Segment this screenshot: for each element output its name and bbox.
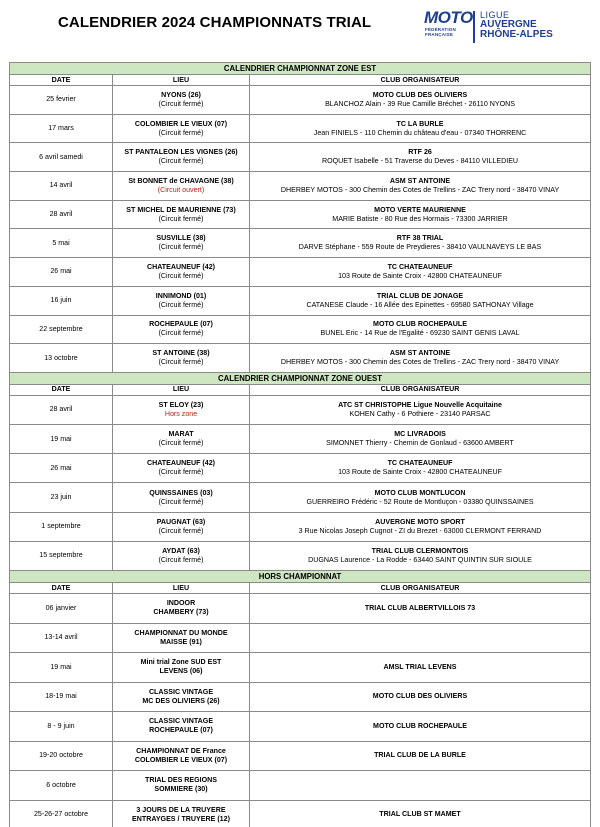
club-contact: DARVE Stéphane - 559 Route de Preydieres - 38410 VAULNAVEYS LE BAS [298,243,542,252]
logo-region-line1: AUVERGNE [480,19,537,30]
column-header-lieu: LIEU [113,75,250,86]
club-name: TRIAL CLUB DE LA BURLE [374,751,466,760]
club-name: MOTO CLUB DES OLIVIERS [372,692,468,701]
club-name: ASM ST ANTOINE [389,176,451,185]
lieu-note: ROCHEPAULE (07) [149,726,213,735]
event-lieu [113,653,250,683]
lieu-note: LEVENS (06) [159,667,203,676]
event-club [250,800,591,827]
event-row [10,143,591,172]
lieu-name: Mini trial Zone SUD EST [140,658,222,667]
event-club [250,682,591,712]
lieu-name: CHAMPIONNAT DU MONDE [134,628,228,637]
event-row [10,454,591,483]
event-lieu [113,541,250,570]
club-contact: 103 Route de Sainte Croix - 42800 CHATEAUNEUF [338,271,502,280]
section-header-hors [10,571,591,583]
event-club [250,771,591,801]
lieu-name: CHATEAUNEUF (42) [146,262,216,271]
lieu-note: (Circuit fermé) [158,99,204,108]
column-header-lieu: LIEU [113,583,250,594]
lieu-note: (Circuit fermé) [158,157,204,166]
event-lieu [113,682,250,712]
lieu-note: (Circuit fermé) [158,439,204,448]
lieu-name: ST PANTALEON LES VIGNES (26) [124,148,238,157]
lieu-name: COLOMBIER LE VIEUX (07) [134,119,228,128]
event-lieu [113,258,250,287]
ffm-ligue-logo [424,8,574,48]
event-date: 25 fevrier [10,86,113,115]
event-date: 25-26-27 octobre [10,800,113,827]
event-row [10,86,591,115]
lieu-note: (Circuit ouvert) [157,185,205,194]
event-date: 6 octobre [10,771,113,801]
event-club [250,258,591,287]
lieu-name: AYDAT (63) [162,546,200,555]
event-lieu [113,114,250,143]
event-club [250,541,591,570]
lieu-note: (Circuit fermé) [158,358,204,367]
event-date: 6 avril samedi [10,143,113,172]
event-club [250,143,591,172]
event-date: 22 septembre [10,315,113,344]
column-header-club: CLUB ORGANISATEUR [250,75,591,86]
club-name: TRIAL CLUB ALBERTVILLOIS 73 [364,603,476,612]
lieu-note: (Circuit fermé) [158,468,204,477]
lieu-name: SUSVILLE (38) [156,234,206,243]
event-lieu [113,229,250,258]
column-header-row [10,583,591,594]
club-contact: BLANCHOZ Alain - 39 Rue Camille Bréchet - 26110 NYONS [325,99,515,108]
event-club [250,229,591,258]
event-row [10,594,591,624]
event-row [10,114,591,143]
club-name: TC CHATEAUNEUF [387,262,453,271]
event-lieu [113,200,250,229]
club-contact: BUNEL Eric - 14 Rue de l'Egalité - 69230 SAINT GENIS LAVAL [320,329,520,338]
lieu-note: (Circuit fermé) [158,300,204,309]
section-title: CALENDRIER CHAMPIONNAT ZONE OUEST [10,372,591,384]
event-row [10,200,591,229]
event-club [250,512,591,541]
event-row [10,395,591,424]
event-club [250,741,591,771]
logo-divider [473,11,475,43]
event-club [250,200,591,229]
section-title: HORS CHAMPIONNAT [10,571,591,583]
club-name: RTF 38 TRIAL [396,234,444,243]
event-row [10,771,591,801]
event-club [250,483,591,512]
event-lieu [113,512,250,541]
event-row [10,425,591,454]
event-lieu [113,395,250,424]
club-name: ATC ST CHRISTOPHE Ligue Nouvelle Acquitaine [338,400,502,409]
club-name: AMSL TRIAL LEVENS [383,662,457,671]
lieu-note: MC DES OLIVIERS (26) [142,696,220,705]
event-lieu [113,712,250,742]
event-club [250,594,591,624]
club-name: MOTO VERTE MAURIENNE [374,205,466,214]
event-date: 19 mai [10,425,113,454]
lieu-note: SOMMIERE (30) [154,785,208,794]
club-name: MOTO CLUB ROCHEPAULE [373,721,467,730]
logo-region-text [480,20,580,40]
lieu-note: (Circuit fermé) [158,526,204,535]
club-name: AUVERGNE MOTO SPORT [375,517,465,526]
event-row [10,229,591,258]
event-date: 13-14 avril [10,623,113,653]
lieu-note: (Circuit fermé) [158,214,204,223]
event-lieu [113,454,250,483]
event-club [250,114,591,143]
lieu-note: (Circuit fermé) [158,497,204,506]
club-contact: KOHEN Cathy - 6 Pothiere - 23140 PARSAC [349,409,491,418]
lieu-note: (Circuit fermé) [158,128,204,137]
section-title: CALENDRIER CHAMPIONNAT ZONE EST [10,63,591,75]
lieu-note: (Circuit fermé) [158,271,204,280]
event-lieu [113,172,250,201]
club-contact: DUGNAS Laurence - La Rodde - 63440 SAINT QUINTIN SUR SIOULE [308,555,532,564]
lieu-note: MAISSE (91) [160,637,202,646]
section-header-est [10,63,591,75]
lieu-name: QUINSSAINES (03) [149,488,213,497]
lieu-note: Hors zone [164,409,198,418]
event-club [250,286,591,315]
event-lieu [113,483,250,512]
club-contact: 3 Rue Nicolas Joseph Cugnot - ZI du Brezet - 63000 CLERMONT FERRAND [298,526,542,535]
event-date: 26 mai [10,454,113,483]
event-row [10,712,591,742]
club-name: MOTO CLUB DES OLIVIERS [372,90,468,99]
event-row [10,258,591,287]
event-row [10,483,591,512]
lieu-name: INDOOR [166,599,196,608]
logo-ligue-text: LIGUE [480,10,510,20]
event-club [250,315,591,344]
column-header-lieu: LIEU [113,384,250,395]
event-club [250,454,591,483]
event-lieu [113,623,250,653]
event-date: 23 juin [10,483,113,512]
event-lieu [113,315,250,344]
event-club [250,653,591,683]
event-date: 13 octobre [10,344,113,373]
event-row [10,344,591,373]
event-date: 5 mai [10,229,113,258]
event-row [10,541,591,570]
event-date: 17 mars [10,114,113,143]
event-date: 19 mai [10,653,113,683]
lieu-name: CHATEAUNEUF (42) [146,459,216,468]
event-row [10,315,591,344]
club-name: TRIAL CLUB CLERMONTOIS [371,546,469,555]
event-club [250,172,591,201]
event-club [250,395,591,424]
event-date: 14 avril [10,172,113,201]
lieu-note: (Circuit fermé) [158,329,204,338]
event-date: 19-20 octobre [10,741,113,771]
event-lieu [113,143,250,172]
event-row [10,172,591,201]
event-row [10,286,591,315]
event-club [250,623,591,653]
club-contact: SIMONNET Thierry - Chemin de Gonlaud - 63600 AMBERT [326,439,514,448]
lieu-note: (Circuit fermé) [158,243,204,252]
calendar-table [9,62,591,827]
event-lieu [113,741,250,771]
lieu-name: ST MICHEL DE MAURIENNE (73) [126,205,236,214]
club-contact: ROQUET Isabelle - 51 Traverse du Deves - 84110 VILLEDIEU [321,157,519,166]
page-title: CALENDRIER 2024 CHAMPIONNATS TRIAL [58,14,372,31]
lieu-note: ENTRAYGES / TRUYERE (12) [132,814,230,823]
logo-region-line2: RHÔNE-ALPES [480,29,553,40]
event-row [10,623,591,653]
lieu-name: TRIAL DES REGIONS [145,776,217,785]
lieu-name: St BONNET de CHAVAGNE (38) [128,176,234,185]
lieu-note: CHAMBERY (73) [153,608,209,617]
event-row [10,741,591,771]
event-club [250,86,591,115]
section-header-ouest [10,372,591,384]
club-contact: DHERBEY MOTOS - 300 Chemin des Cotes de Trellins - ZAC Trery nord - 38470 VINAY [280,358,560,367]
event-club [250,712,591,742]
lieu-name: ST ANTOINE (38) [152,349,210,358]
club-name: MOTO CLUB ROCHEPAULE [373,320,467,329]
lieu-name: ST ELOY (23) [158,400,204,409]
column-header-date: DATE [10,75,113,86]
event-lieu [113,594,250,624]
event-date: 16 juin [10,286,113,315]
event-date: 1 septembre [10,512,113,541]
club-contact: GUERREIRO Frédéric - 52 Route de Montluçon - 03380 QUINSSAINES [306,497,534,506]
club-name: TRIAL CLUB DE JONAGE [376,291,464,300]
column-header-date: DATE [10,384,113,395]
lieu-note: (Circuit fermé) [158,555,204,564]
event-date: 26 mai [10,258,113,287]
lieu-name: CHAMPIONNAT DE France [136,746,226,755]
club-contact: 103 Route de Sainte Croix - 42800 CHATEAUNEUF [338,468,502,477]
lieu-name: INNIMOND (01) [155,291,207,300]
lieu-name: 3 JOURS DE LA TRUYERE [136,805,226,814]
club-contact: DHERBEY MOTOS - 300 Chemin des Cotes de Trellins - ZAC Trery nord - 38470 VINAY [280,185,560,194]
lieu-name: NYONS (26) [161,90,201,99]
column-header-club: CLUB ORGANISATEUR [250,384,591,395]
event-lieu [113,86,250,115]
column-header-row [10,75,591,86]
event-date: 15 septembre [10,541,113,570]
lieu-name: CLASSIC VINTAGE [148,717,214,726]
event-row [10,800,591,827]
lieu-note: COLOMBIER LE VIEUX (07) [134,755,228,764]
club-name: TC CHATEAUNEUF [387,459,453,468]
club-name: RTF 26 [408,148,432,157]
club-contact: MARIE Batiste - 80 Rue des Hormais - 73300 JARRIER [332,214,508,223]
event-date: 28 avril [10,395,113,424]
logo-federation-text: FÉDÉRATION FRANÇAISE [425,27,456,37]
event-lieu [113,771,250,801]
lieu-name: ROCHEPAULE (07) [149,320,213,329]
club-name: ASM ST ANTOINE [389,349,451,358]
club-name: TC LA BURLE [396,119,444,128]
lieu-name: PAUGNAT (63) [156,517,206,526]
lieu-name: MARAT [168,430,194,439]
event-date: 8 - 9 juin [10,712,113,742]
event-club [250,344,591,373]
club-name: MOTO CLUB MONTLUCON [374,488,466,497]
event-club [250,425,591,454]
column-header-club: CLUB ORGANISATEUR [250,583,591,594]
event-lieu [113,286,250,315]
column-header-date: DATE [10,583,113,594]
event-row [10,653,591,683]
lieu-name: CLASSIC VINTAGE [148,687,214,696]
event-lieu [113,344,250,373]
club-contact: CATANESE Claude - 16 Allée des Epinettes - 69580 SATHONAY Village [306,300,534,309]
event-lieu [113,425,250,454]
event-row [10,682,591,712]
club-name: TRIAL CLUB ST MAMET [379,810,461,819]
event-lieu [113,800,250,827]
event-date: 28 avril [10,200,113,229]
column-header-row [10,384,591,395]
event-date: 18-19 mai [10,682,113,712]
club-contact: Jean FINIELS - 110 Chemin du château d'eau - 07340 THORRENC [313,128,527,137]
event-date: 06 janvier [10,594,113,624]
club-name: MC LIVRADOIS [394,430,446,439]
event-row [10,512,591,541]
logo-moto-text: MOTO [424,8,473,27]
